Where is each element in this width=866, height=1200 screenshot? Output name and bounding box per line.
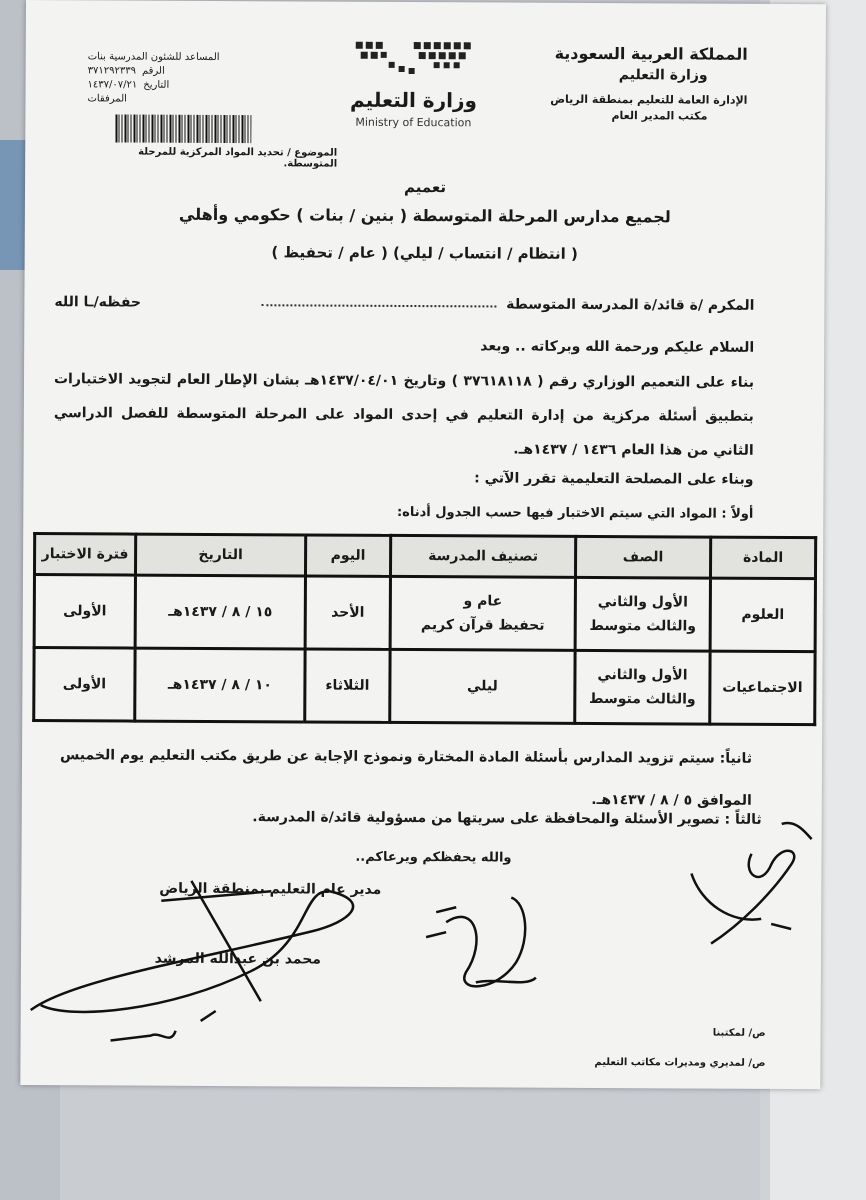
ref-label: الرقم: [141, 65, 165, 77]
dotted-line: [261, 295, 496, 307]
attachments-label: المرفقات: [87, 93, 127, 105]
cell-classification: [390, 576, 575, 650]
main-paragraph: بناء على التعميم الوزاري رقم ( ٣٧٦١٨١١٨ ) وتاريخ ١٤٣٧/٠٤/٠١هـ بشان الإطار العام لتجويد الاختبارات بتطبيق أسئلة مركزية من إدارة التعليم في إحدى المواد على المرحلة المتوسطة للفصل الدراسي الثاني من هذا العام ١٤٣٦ / ١٤٣٧هـ.: [53, 371, 755, 459]
exam-schedule-table: [32, 532, 817, 726]
col-period: فترة الاختبار: [34, 534, 135, 576]
header-right-block: [507, 43, 747, 124]
ref-row: [88, 64, 308, 79]
cell-grade: [575, 577, 710, 651]
attachments-row: [87, 92, 307, 107]
cell-subject: الاجتماعيات: [710, 651, 815, 725]
grade-line-1: الأول والثاني: [597, 667, 688, 684]
signer-title: مدير عام التعليم بمنطقة الرياض: [159, 880, 382, 898]
cell-date: ١٥ / ٨ / ١٤٣٧هـ: [135, 575, 305, 649]
cell-subject: العلوم: [710, 578, 815, 652]
cell-classification: [390, 649, 575, 723]
col-date: التاريخ: [135, 534, 305, 576]
school-types-line: ( عام / تحفيظ ) (انتظام / انتساب / ليلي ): [271, 243, 578, 263]
cc-line-1: ص/ لمكتبنا: [712, 1027, 766, 1039]
cc-line-2: ص/ لمديري ومديرات مكاتب التعليم: [594, 1056, 766, 1069]
logo-arabic-text: وزارة التعليم: [349, 87, 477, 113]
cell-period: الأولى: [34, 575, 135, 649]
ministry-logo: [343, 38, 514, 139]
director-signature-icon: [10, 860, 391, 1062]
ministry-name: وزارة التعليم: [618, 67, 708, 84]
recipients-line: لجميع مدارس المرحلة المتوسطة ( بنين / بنات ) حكومي وأهلي: [178, 204, 671, 227]
date-label: التاريخ: [143, 79, 170, 91]
office-name: مكتب المدير العام: [611, 109, 708, 123]
col-grade: الصف: [575, 536, 710, 578]
logo-english-text: Ministry of Education: [355, 115, 472, 130]
kingdom-name: المملكة العربية السعودية: [554, 43, 748, 64]
table-row: [34, 648, 815, 725]
grade-line-1: الأول والثاني: [597, 594, 688, 611]
date-value: ١٤٣٧/٠٧/٢١: [87, 79, 138, 91]
first-item: أولاً : المواد التي سيتم الاختبار فيها حسب الجدول أدناه:: [396, 504, 754, 522]
farewell: والله يحفظكم ويرعاكم..: [355, 849, 512, 866]
letter-page: [20, 0, 826, 1089]
subject-line: الموضوع / تحديد المواد المركزية للمرحلة المتوسطة.: [138, 146, 338, 170]
col-classification: تصنيف المدرسة: [390, 535, 575, 577]
cell-period: الأولى: [34, 648, 135, 722]
ref-value: ٣٧١٢٩٢٣٣٩: [87, 65, 137, 77]
assistant-line: [88, 50, 308, 65]
greeting: السلام عليكم ورحمة الله وبركاته .. وبعد: [480, 338, 755, 356]
table-row: [34, 575, 815, 652]
cell-grade: [575, 650, 710, 724]
right-signature-icon: [671, 813, 822, 964]
class-line-2: تحفيظ قرآن كريم: [420, 617, 545, 634]
col-day: اليوم: [305, 535, 390, 576]
class-line-1: ليلي: [466, 678, 498, 695]
directorate-name: الإدارة العامة للتعليم بمنطقة الرياض: [550, 92, 748, 107]
class-line-1: عام و: [463, 593, 503, 610]
ministry-logo-mark-icon: [344, 38, 484, 83]
middle-signature-icon: [416, 882, 557, 1013]
cell-day: الأحد: [305, 576, 390, 649]
addressee-line: [54, 294, 754, 314]
col-subject: المادة: [710, 537, 815, 579]
addressee-text: المكرم /ة قائد/ة المدرسة المتوسطة: [506, 296, 755, 314]
grade-line-2: والثالث متوسط: [588, 690, 696, 708]
cell-day: الثلاثاء: [305, 649, 390, 722]
cell-date: ١٠ / ٨ / ١٤٣٧هـ: [135, 648, 305, 722]
header-left-block: [87, 50, 307, 107]
decision-line: وبناء على المصلحة التعليمية تقرر الآتي :: [474, 470, 754, 488]
assistant-label: المساعد للشئون المدرسية بنات: [87, 51, 220, 64]
date-row: [88, 78, 308, 93]
circular-title: تعميم: [403, 177, 447, 197]
signer-name: محمد بن عبدالله المرشد: [154, 950, 322, 968]
blessing-text: حفظه/ـا الله: [54, 294, 142, 311]
second-item: ثانياً: سيتم تزويد المدارس بأسئلة المادة المختارة ونموذج الإجابة عن طريق مكتب التعليم يوم الخميس الموافق ٥ / ٨ / ١٤٣٧هـ.: [59, 747, 753, 809]
third-item: ثالثاً : تصوير الأسئلة والمحافظة على سريتها من مسؤولية قائد/ة المدرسة.: [252, 809, 762, 828]
barcode: [115, 114, 251, 143]
table-header-row: [34, 534, 815, 579]
grade-line-2: والثالث متوسط: [589, 617, 697, 635]
